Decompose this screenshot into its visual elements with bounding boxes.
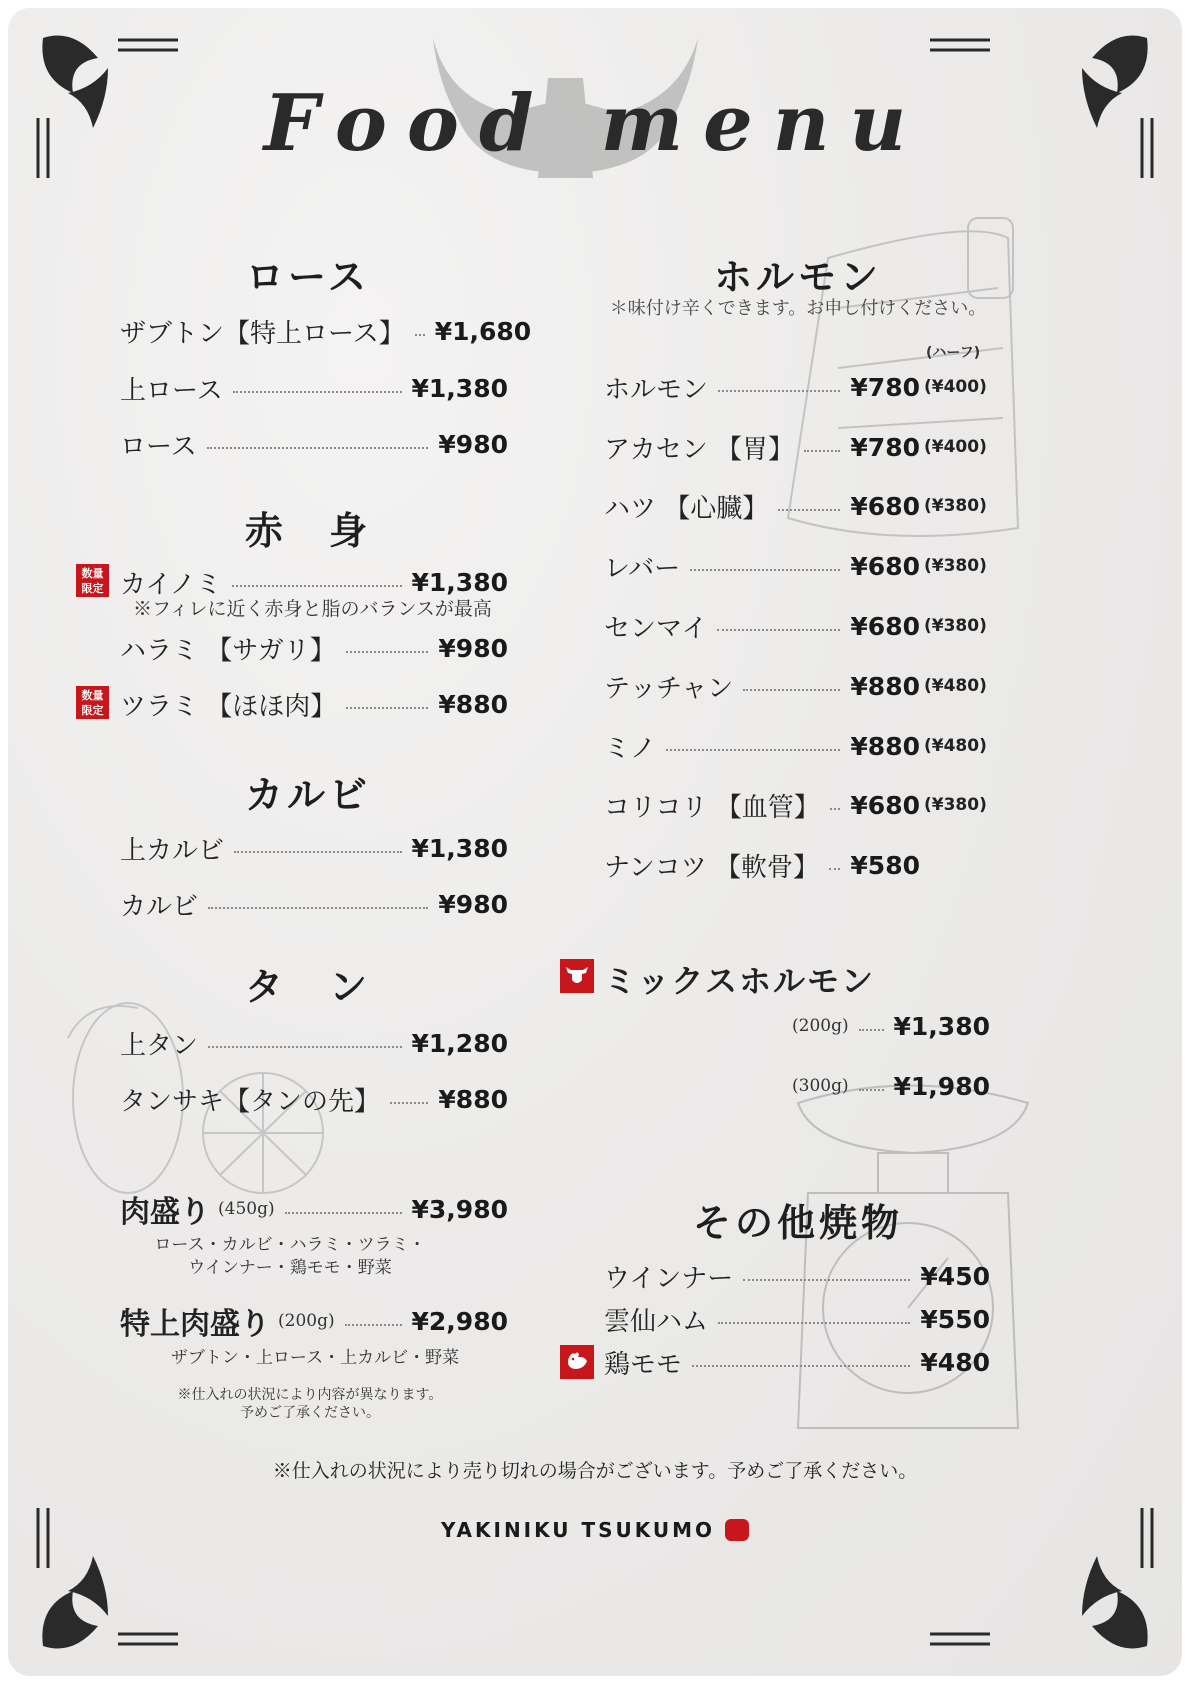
item-name: ナンコツ 【軟骨】 [604, 852, 819, 883]
platter-note: 予めご了承ください。 [240, 1405, 380, 1421]
item-price: ¥880 [850, 731, 920, 761]
item-name: テッチャン [604, 673, 734, 704]
leader-dots [718, 1322, 910, 1324]
spicy-note: ＊味付け辛くできます。お申し付けください。 [609, 298, 987, 319]
menu-item [604, 609, 990, 643]
section-heading-akami: 赤 身 [244, 508, 371, 553]
item-price: ¥580 [850, 850, 920, 880]
leader-dots [829, 868, 840, 870]
menu-item [604, 370, 990, 404]
section-heading-horumon: ホルモン [713, 254, 882, 299]
platter-description: ロース・カルビ・ハラミ・ツラミ・ [154, 1235, 426, 1255]
menu-item [120, 831, 508, 865]
item-half-price: (¥380) [924, 795, 987, 815]
brand-name: YAKINIKU TSUKUMO [440, 1518, 716, 1542]
mix-item [792, 1069, 990, 1103]
chicken-icon [560, 1345, 594, 1379]
item-price: ¥1,380 [893, 1011, 990, 1041]
item-half-price: (¥480) [924, 676, 987, 696]
item-price: ¥450 [920, 1261, 990, 1291]
leader-dots [208, 1046, 402, 1048]
half-label: (ハーフ) [926, 345, 981, 361]
leader-dots [830, 808, 841, 810]
page-title: Food menu [263, 78, 927, 169]
leader-dots [390, 1102, 428, 1104]
item-price: ¥1,980 [893, 1071, 990, 1101]
item-price: ¥880 [438, 689, 508, 719]
menu-item [120, 371, 508, 405]
platter-description: ザブトン・上ロース・上カルビ・野菜 [170, 1348, 460, 1368]
leader-dots [346, 651, 429, 653]
item-half-price: (¥380) [924, 556, 987, 576]
leader-dots [717, 629, 840, 631]
item-price: ¥980 [438, 633, 508, 663]
item-half-price: (¥480) [924, 736, 987, 756]
menu-item [120, 314, 532, 349]
section-heading-karubi: カルビ [244, 772, 371, 817]
item-name: レバー [604, 553, 681, 584]
item-name: 上ロース [120, 375, 223, 406]
footer-brand-row [8, 1518, 1182, 1542]
section-heading-mix: ミックスホルモン [604, 962, 876, 1000]
item-price: ¥1,280 [411, 1028, 508, 1058]
leader-dots [346, 707, 428, 709]
menu-item [604, 729, 990, 763]
item-name: 肉盛り [120, 1195, 210, 1230]
item-gram: (200g) [792, 1016, 849, 1036]
item-name: コリコリ 【血管】 [604, 792, 820, 823]
item-name: ロース [120, 431, 197, 462]
item-half-price: (¥400) [924, 377, 987, 397]
menu-item [604, 430, 990, 464]
brand-logo-icon [725, 1519, 749, 1541]
item-name: タンサキ【タンの先】 [120, 1086, 381, 1117]
item-gram: (200g) [278, 1311, 335, 1331]
menu-item [604, 549, 990, 583]
item-price: ¥1,380 [411, 567, 508, 597]
item-name: アカセン 【胃】 [604, 434, 795, 465]
leader-dots [208, 907, 428, 909]
item-note: ※フィレに近く赤身と脂のバランスが最高 [133, 598, 492, 620]
item-name: ハラミ 【サガリ】 [120, 635, 336, 666]
item-price: ¥550 [920, 1304, 990, 1334]
item-name: 鶏モモ [604, 1349, 683, 1380]
item-name: ハツ 【心臓】 [604, 493, 769, 524]
item-price: ¥680 [850, 611, 920, 641]
item-name: センマイ [604, 613, 708, 644]
platter-description: ウインナー・鶏モモ・野菜 [188, 1258, 392, 1278]
section-heading-sonota: その他焼物 [692, 1200, 903, 1245]
item-price: ¥780 [850, 432, 920, 462]
leader-dots [743, 1279, 910, 1281]
item-half-price: (¥400) [924, 437, 987, 457]
item-price: ¥480 [920, 1347, 990, 1377]
menu-item [120, 1026, 508, 1060]
section-heading-tan: タ ン [244, 964, 371, 1009]
item-name: 特上肉盛り [120, 1307, 270, 1342]
item-half-price: (¥380) [924, 496, 987, 516]
leader-dots [233, 391, 402, 393]
menu-item [604, 848, 990, 882]
item-price: ¥680 [850, 551, 920, 581]
menu-page [8, 8, 1182, 1676]
menu-item [120, 687, 508, 721]
item-price: ¥980 [438, 429, 508, 459]
leader-dots [690, 569, 840, 571]
menu-item [120, 427, 508, 461]
leader-dots [232, 585, 402, 587]
item-name: ウインナー [604, 1263, 734, 1294]
leader-dots [285, 1212, 402, 1214]
leader-dots [415, 334, 425, 336]
item-gram: (300g) [792, 1076, 849, 1096]
item-half-price: (¥380) [924, 616, 987, 636]
menu-item [120, 887, 508, 921]
section-heading-rosu: ロース [245, 254, 371, 299]
leader-dots [234, 851, 402, 853]
item-price: ¥3,980 [411, 1194, 508, 1224]
menu-item [604, 669, 990, 703]
leader-dots [666, 749, 840, 751]
leader-dots [859, 1029, 884, 1031]
item-price: ¥1,380 [411, 833, 508, 863]
item-price: ¥680 [850, 491, 920, 521]
item-price: ¥1,380 [411, 373, 508, 403]
item-price: ¥680 [850, 790, 920, 820]
item-name: カルビ [120, 891, 199, 922]
menu-item [604, 1259, 990, 1293]
platter-note: ※仕入れの状況により内容が異なります。 [177, 1387, 443, 1403]
item-price: ¥2,980 [411, 1306, 508, 1336]
platter-item [120, 1190, 508, 1228]
menu-item [604, 1345, 990, 1379]
item-name: ホルモン [604, 374, 709, 405]
item-name: 雲仙ハム [604, 1306, 709, 1337]
menu-item [604, 489, 990, 523]
leader-dots [345, 1324, 402, 1326]
leader-dots [778, 509, 840, 511]
item-name: ツラミ 【ほほ肉】 [120, 691, 337, 722]
leader-dots [692, 1365, 910, 1367]
leader-dots [859, 1089, 884, 1091]
item-name: ミノ [604, 733, 657, 764]
menu-item [604, 1302, 990, 1336]
menu-item [604, 788, 990, 822]
leader-dots [718, 390, 840, 392]
limited-quantity-badge: 数量 限定 [76, 564, 109, 597]
item-name: カイノミ [120, 569, 222, 600]
leader-dots [743, 689, 840, 691]
item-price: ¥880 [438, 1084, 508, 1114]
limited-quantity-badge: 数量 限定 [76, 686, 109, 719]
footer-note: ※仕入れの状況により売り切れの場合がございます。予めご了承ください。 [272, 1460, 918, 1482]
leader-dots [804, 450, 840, 452]
item-price: ¥980 [438, 889, 508, 919]
item-name: ザブトン【特上ロース】 [120, 318, 405, 349]
menu-item [120, 631, 508, 665]
leader-dots [207, 447, 429, 449]
menu-item [120, 1082, 508, 1116]
mix-item [792, 1009, 990, 1043]
item-name: 上タン [120, 1030, 199, 1061]
item-name: 上カルビ [120, 835, 225, 866]
item-gram: (450g) [218, 1199, 275, 1219]
cow-icon [560, 959, 594, 993]
item-price: ¥1,680 [434, 316, 532, 346]
platter-item [120, 1302, 508, 1340]
item-price: ¥880 [850, 671, 920, 701]
item-price: ¥780 [850, 372, 920, 402]
